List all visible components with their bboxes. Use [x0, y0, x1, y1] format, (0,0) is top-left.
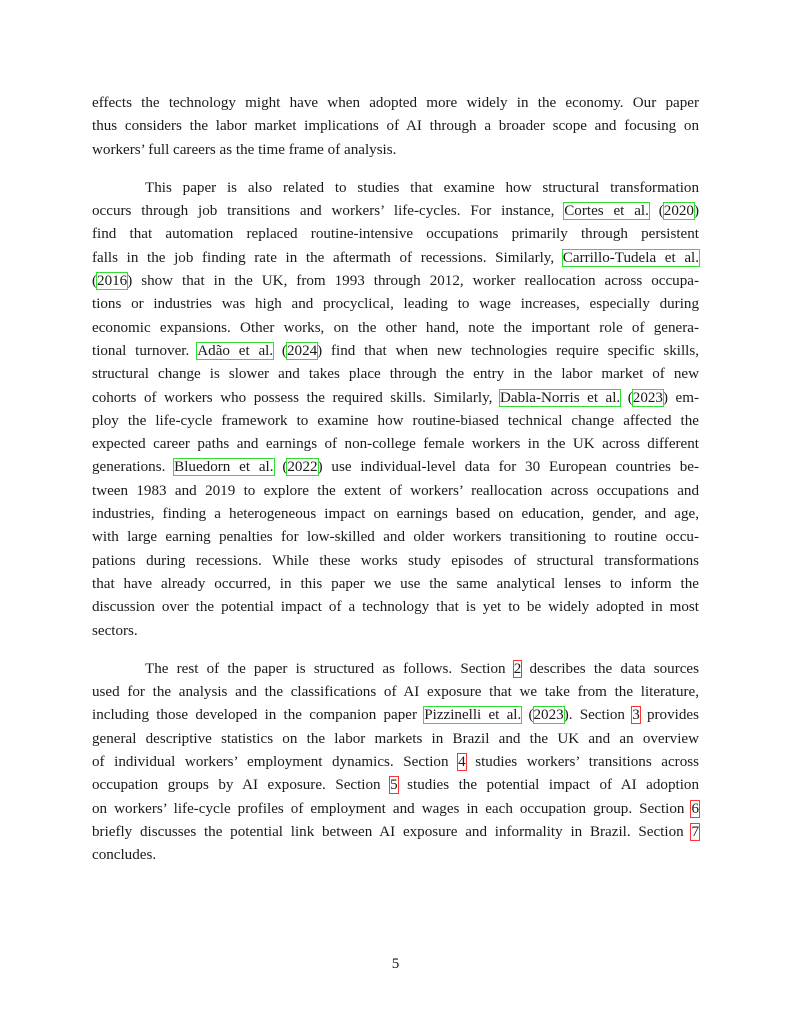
citation-link-carrillo-tudela[interactable]: Carrillo-Tudela et al.: [562, 249, 699, 266]
text-line: This paper is also related to studies that examine how structural transformation: [145, 179, 699, 196]
text-line: cohorts of workers who possess the required skills. Similarly, Dabla-Norris et al. (2023) em-: [92, 389, 699, 406]
text-line: sectors.: [92, 622, 138, 639]
text-line: workers’ full careers as the time frame of analysis.: [92, 141, 397, 158]
paragraph-1: [92, 92, 699, 162]
text-line: ploy the life-cycle framework to examine how routine-biased technical change affected the: [92, 412, 699, 429]
citation-year-link[interactable]: 2020: [663, 203, 694, 220]
text-line: of individual workers’ employment dynamics. Section 4 studies workers’ transitions across: [92, 754, 699, 771]
text-line: thus considers the labor market implications of AI through a broader scope and focusing on: [92, 118, 699, 135]
text-line: pations during recessions. While these works study episodes of structural transformations: [92, 552, 699, 569]
text-line: industries, finding a heterogeneous impact on earnings based on education, gender, and age,: [92, 506, 699, 523]
text-line: occurs through job transitions and workers’ life-cycles. For instance, Cortes et al. (2020): [92, 203, 699, 220]
paragraph-2: [92, 177, 699, 643]
citation-link-cortes[interactable]: Cortes et al.: [564, 203, 649, 220]
citation-year-link[interactable]: 2024: [286, 342, 318, 359]
citation-year-link[interactable]: 2022: [287, 459, 318, 476]
text-line: including those developed in the companion paper Pizzinelli et al. (2023). Section 3 provides: [92, 707, 699, 724]
page-body: [92, 92, 699, 868]
text-line: economic expansions. Other works, on the other hand, note the important role of genera-: [92, 319, 699, 336]
text-line: occupation groups by AI exposure. Section 5 studies the potential impact of AI adoption: [92, 777, 699, 794]
text-line: concludes.: [92, 847, 157, 864]
text-line: tween 1983 and 2019 to explore the extent of workers’ reallocation across occupations and: [92, 482, 699, 499]
section-link-4[interactable]: 4: [458, 754, 466, 771]
text-line: falls in the job finding rate in the aftermath of recessions. Similarly, Carrillo-Tudela et al.: [92, 249, 699, 266]
citation-link-dabla-norris[interactable]: Dabla-Norris et al.: [499, 389, 621, 406]
text-line: find that automation replaced routine-intensive occupations primarily through persistent: [92, 226, 699, 243]
citation-link-adao[interactable]: Adão et al.: [197, 342, 274, 359]
text-line: used for the analysis and the classifications of AI exposure that we take from the literature,: [92, 684, 699, 701]
paragraph-3: [92, 658, 699, 868]
text-line: discussion over the potential impact of a technology that is yet to be widely adopted in most: [92, 599, 699, 616]
citation-link-bluedorn[interactable]: Bluedorn et al.: [174, 459, 274, 476]
text-line: that have already occurred, in this paper we use the same analytical lenses to inform the: [92, 575, 699, 592]
text-line: briefly discusses the potential link between AI exposure and informality in Brazil. Section 7: [92, 823, 699, 840]
text-line: expected career paths and earnings of non-college female workers in the UK across different: [92, 436, 699, 453]
text-line: tional turnover. Adão et al. (2024) find that when new technologies require specific skills,: [92, 342, 700, 359]
text-line: with large earning penalties for low-skilled and older workers transitioning to routine occu-: [92, 529, 699, 546]
citation-link-pizzinelli[interactable]: Pizzinelli et al.: [424, 707, 522, 724]
section-link-2[interactable]: 2: [513, 660, 522, 677]
citation-year-link[interactable]: 2023: [533, 707, 564, 724]
page-number: 5: [391, 956, 400, 972]
section-link-3[interactable]: 3: [632, 707, 640, 724]
text-line: effects the technology might have when adopted more widely in the economy. Our paper: [92, 95, 699, 111]
text-line: structural change is slower and takes place through the entry in the labor market of new: [92, 366, 699, 383]
text-line: tions or industries was high and procyclical, leading to wage increases, especially during: [92, 296, 699, 313]
section-link-7[interactable]: 7: [691, 823, 699, 840]
citation-year-link[interactable]: 2016: [97, 273, 128, 290]
text-line: on workers’ life-cycle profiles of employment and wages in each occupation group. Section 6: [92, 800, 699, 817]
text-line: generations. Bluedorn et al. (2022) use individual-level data for 30 European countries be-: [92, 459, 699, 476]
section-link-5[interactable]: 5: [390, 777, 398, 794]
text-line: The rest of the paper is structured as follows. Section 2 describes the data sources: [145, 660, 699, 677]
section-link-6[interactable]: 6: [691, 800, 699, 817]
text-line: general descriptive statistics on the labor markets in Brazil and the UK and an overview: [92, 730, 699, 747]
text-line: (2016) show that in the UK, from 1993 through 2012, worker reallocation across occupa-: [92, 273, 699, 290]
citation-year-link[interactable]: 2023: [632, 389, 663, 406]
